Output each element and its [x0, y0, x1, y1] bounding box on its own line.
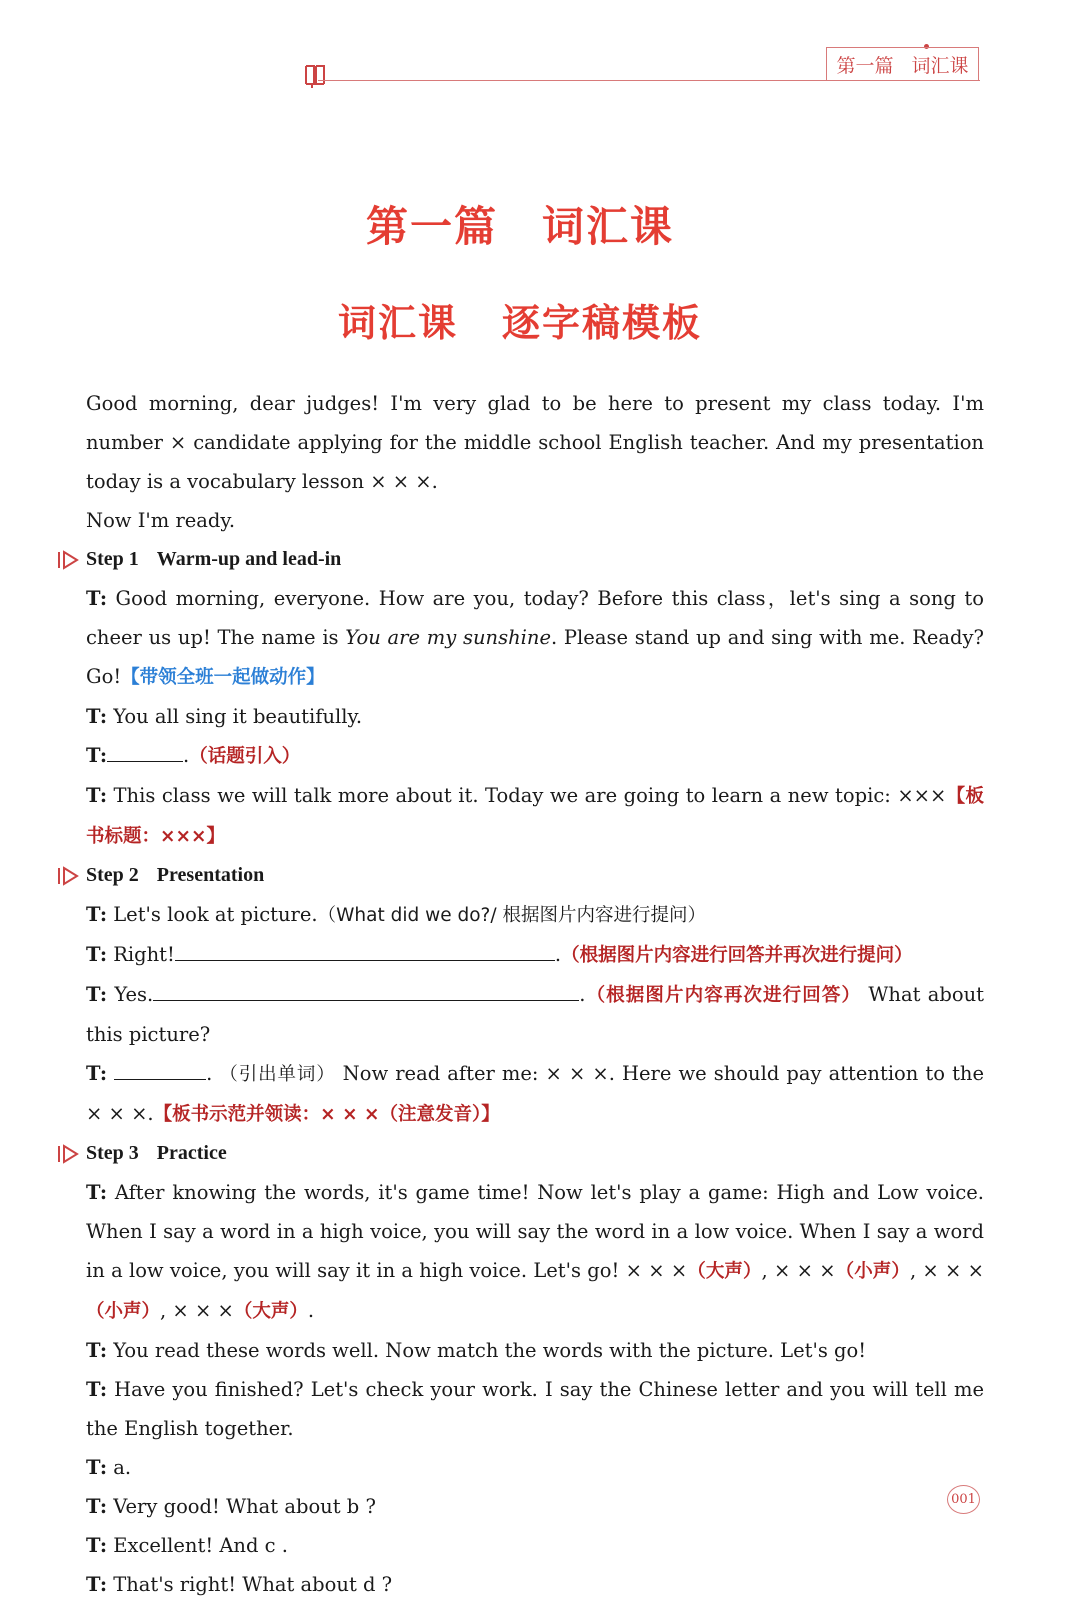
- header-section: 词汇课: [911, 54, 969, 77]
- fill-blank: [114, 1059, 206, 1080]
- step-2-line-1: T: Let's look at picture.（What did we do?/ 根据图片内容进行提问）: [86, 903, 706, 926]
- intro-ready: Now I'm ready.: [86, 509, 236, 532]
- step-3-heading: Step 3 Practice: [86, 1134, 984, 1173]
- section-title-name: 逐字稿模板: [502, 301, 703, 345]
- header-part: 第一篇: [836, 54, 894, 77]
- step-1-line-3: T: .（话题引入）: [86, 736, 984, 776]
- step-2-line-4: T: . （引出单词） Now read after me: × × ×. Here we should pay attention to the × × ×.【板书示范并领读：× × ×（注意发音）】: [86, 1054, 984, 1134]
- intro-paragraph: Good morning, dear judges! I'm very glad to be here to present my class today. I'm number × candidate applying for the middle school English teacher. And my presentation today is a vocabulary lesson × × ×.: [86, 392, 984, 493]
- running-header: [826, 47, 979, 80]
- chapter-title-part: 第一篇: [365, 202, 498, 251]
- section-title: [0, 292, 1040, 347]
- chapter-title: [0, 194, 1040, 254]
- step-1-line-4: T: This class we will talk more about it. Today we are going to learn a new topic: ×××【板书标题：×××】: [86, 784, 984, 847]
- section-title-part: 词汇课: [337, 301, 458, 345]
- step-2-heading: Step 2 Presentation: [86, 856, 984, 895]
- chapter-title-name: 词汇课: [542, 202, 675, 251]
- step-2-line-2: T: Right! .（根据图片内容进行回答并再次进行提问）: [86, 935, 984, 975]
- play-arrow-icon: [56, 866, 80, 886]
- step-3-line-5: T: Very good! What about b ?: [86, 1495, 376, 1518]
- play-arrow-icon: [56, 550, 80, 570]
- step-3-line-6: T: Excellent! And c .: [86, 1534, 288, 1557]
- step-3-line-4: T: a.: [86, 1456, 132, 1479]
- fill-blank: [153, 980, 579, 1001]
- step-3-line-3: T: Have you finished? Let's check your work. I say the Chinese letter and you will tell me the English together.: [86, 1378, 984, 1440]
- fill-blank: [107, 741, 183, 762]
- step-3-line-2: T: You read these words well. Now match the words with the picture. Let's go!: [86, 1339, 867, 1362]
- header-rule: [318, 80, 980, 81]
- fill-blank: [175, 940, 555, 961]
- step-1-heading: Step 1 Warm-up and lead-in: [86, 540, 984, 579]
- page-number: 001: [947, 1485, 980, 1514]
- script-body: [86, 384, 984, 1604]
- step-3-line-1: T: After knowing the words, it's game time! Now let's play a game: High and Low voice. When I say a word in a high voice, you will say the word in a low voice. When I say a word in a low voice, you will say it in a high voice. Let's go! × × ×（大声）, × × ×（小声）, × × ×（小声）, × × ×（大声）.: [86, 1181, 984, 1322]
- step-3-line-7: T: That's right! What about d ?: [86, 1573, 393, 1596]
- play-arrow-icon: [56, 1144, 80, 1164]
- step-2-line-3: T: Yes. .（根据图片内容再次进行回答） What about this picture?: [86, 975, 984, 1054]
- step-1-line-2: T: You all sing it beautifully.: [86, 705, 363, 728]
- step-1-line-1: T: Good morning, everyone. How are you, today? Before this class，let's sing a song to cheer us up! The name is You are my sunshine. Please stand up and sing with me. Ready? Go!【带领全班一起做动作】: [86, 587, 985, 688]
- book-icon: [302, 62, 332, 88]
